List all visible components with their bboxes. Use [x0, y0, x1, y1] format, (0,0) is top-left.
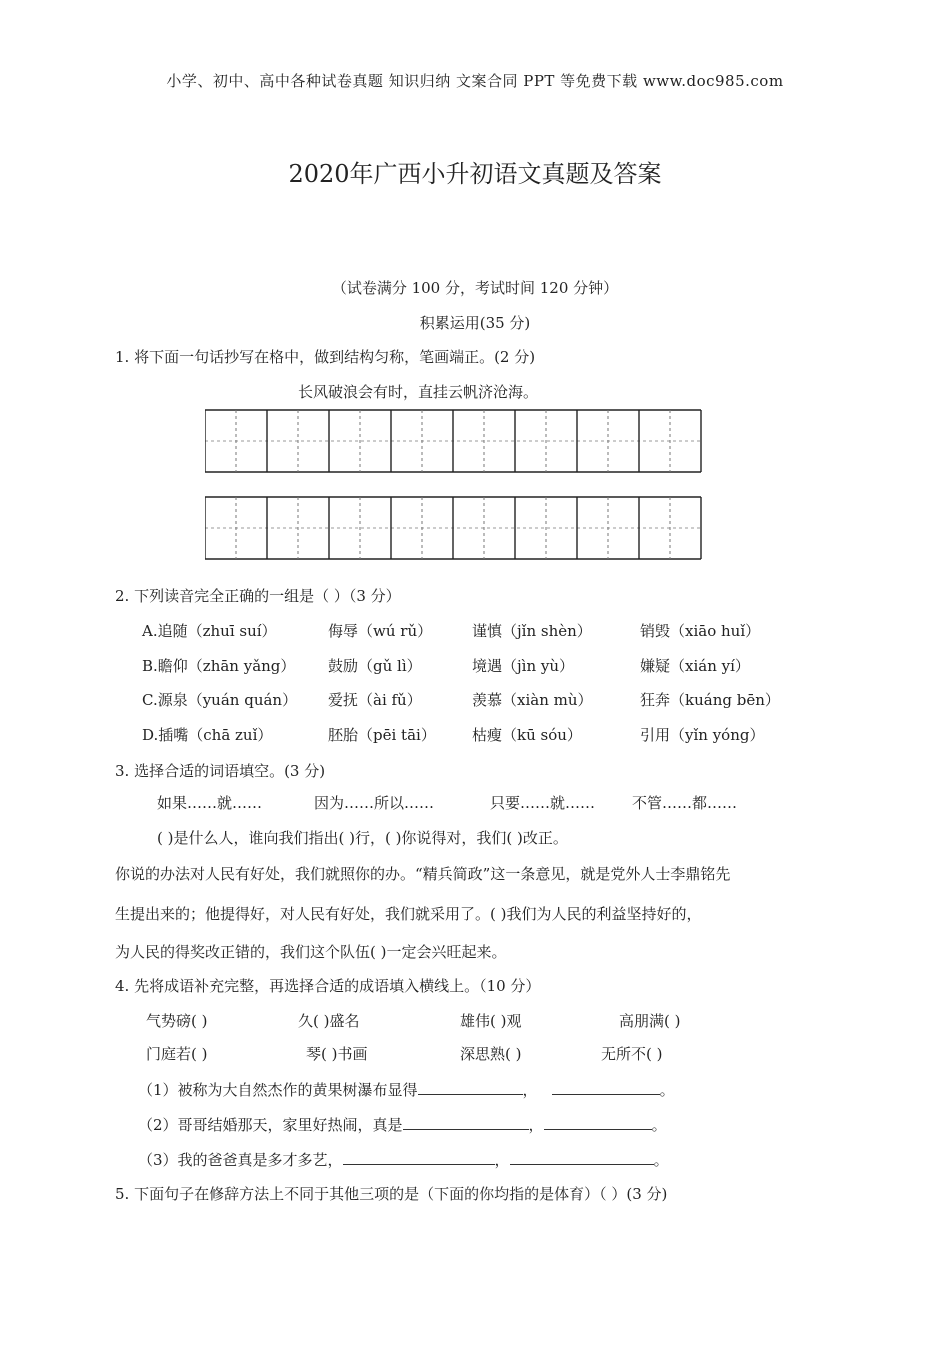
- pinyin-option: 侮辱（wú rǔ）: [328, 622, 433, 640]
- answer-blank[interactable]: [403, 1115, 529, 1130]
- q3-option: 如果……就……: [157, 794, 263, 812]
- q3-paragraph-line: 你说的办法对人民有好处，我们就照你的办。“精兵简政”这一条意见，就是党外人士李鼎铭先: [115, 865, 731, 883]
- q3-option: 因为……所以……: [314, 794, 435, 812]
- answer-blank[interactable]: [552, 1080, 660, 1095]
- q3-option: 不管……都……: [632, 794, 738, 812]
- exam-info: （试卷满分 100 分，考试时间 120 分钟）: [331, 279, 619, 297]
- site-header: 小学、初中、高中各种试卷真题 知识归纳 文案合同 PPT 等免费下载 www.doc985.com: [166, 72, 784, 90]
- fill-sentence-text: （3）我的爸爸真是多才多艺，: [138, 1151, 343, 1169]
- period: 。: [653, 1151, 669, 1169]
- pinyin-option: 鼓励（gǔ lì）: [328, 657, 422, 675]
- answer-blank[interactable]: [343, 1150, 495, 1165]
- comma: ，: [522, 1081, 538, 1099]
- section-heading: 积累运用(35 分): [419, 314, 531, 332]
- pinyin-option: 羡慕（xiàn mù）: [472, 691, 593, 709]
- comma: ，: [528, 1116, 544, 1134]
- idiom-item: 琴( )书画: [306, 1045, 368, 1063]
- pinyin-option: A.追随（zhuī suí）: [142, 622, 277, 640]
- idiom-item: 气势磅( ): [146, 1012, 208, 1030]
- pinyin-option: B.瞻仰（zhān yǎng）: [142, 657, 296, 675]
- pinyin-option: 爱抚（ài fǔ）: [328, 691, 422, 709]
- q3-paragraph-line: 为人民的得奖改正错的，我们这个队伍( )一定会兴旺起来。: [115, 943, 507, 961]
- writing-grid[interactable]: [205, 408, 710, 561]
- pinyin-option: 狂奔（kuáng bēn）: [640, 691, 780, 709]
- idiom-item: 深思熟( ): [460, 1045, 522, 1063]
- pinyin-option: 嫌疑（xián yí）: [640, 657, 750, 675]
- pinyin-option: 胚胎（pēi tāi）: [328, 726, 436, 744]
- fill-sentence-text: （2）哥哥结婚那天，家里好热闹，真是: [138, 1116, 403, 1134]
- q4-stem: 4. 先将成语补充完整，再选择合适的成语填入横线上。（10 分）: [115, 977, 541, 995]
- fill-sentence-text: （1）被称为大自然杰作的黄果树瀑布显得: [138, 1081, 418, 1099]
- answer-blank[interactable]: [418, 1080, 523, 1095]
- pinyin-option: 枯瘦（kū sóu）: [472, 726, 582, 744]
- q3-stem: 3. 选择合适的词语填空。(3 分): [115, 762, 326, 780]
- idiom-item: 门庭若( ): [146, 1045, 208, 1063]
- period: 。: [651, 1116, 667, 1134]
- fill-sentence-3: [138, 1149, 669, 1170]
- q5-stem: 5. 下面句子在修辞方法上不同于其他三项的是（下面的你均指的是体育）（ ）(3 分): [115, 1185, 668, 1203]
- answer-blank[interactable]: [510, 1150, 654, 1165]
- q3-paragraph-line: ( )是什么人，谁向我们指出( )行，( )你说得对，我们( )改正。: [157, 829, 568, 847]
- idiom-item: 无所不( ): [601, 1045, 663, 1063]
- q1-stem: 1. 将下面一句话抄写在格中，做到结构匀称，笔画端正。(2 分): [115, 348, 536, 366]
- pinyin-option: 销毁（xiāo huǐ）: [640, 622, 761, 640]
- answer-blank[interactable]: [544, 1115, 652, 1130]
- pinyin-option: D.插嘴（chā zuǐ）: [142, 726, 273, 744]
- pinyin-option: C.源泉（yuán quán）: [142, 691, 298, 709]
- period: 。: [659, 1081, 675, 1099]
- idiom-item: 久( )盛名: [298, 1012, 360, 1030]
- fill-sentence-2: [138, 1114, 667, 1135]
- idiom-item: 雄伟( )观: [460, 1012, 522, 1030]
- pinyin-option: 境遇（jìn yù）: [472, 657, 575, 675]
- q1-sentence: 长风破浪会有时，直挂云帆济沧海。: [298, 383, 539, 401]
- idiom-item: 高朋满( ): [619, 1012, 681, 1030]
- pinyin-option: 谨慎（jǐn shèn）: [472, 622, 592, 640]
- fill-sentence-1: [138, 1079, 675, 1100]
- page-title: 2020年广西小升初语文真题及答案: [288, 160, 662, 188]
- q2-stem: 2. 下列读音完全正确的一组是（ ）（3 分）: [115, 587, 401, 605]
- q3-option: 只要……就……: [490, 794, 596, 812]
- q3-paragraph-line: 生提出来的；他提得好，对人民有好处，我们就采用了。( )我们为人民的利益坚持好的，: [115, 905, 702, 923]
- comma: ，: [494, 1151, 510, 1169]
- pinyin-option: 引用（yǐn yóng）: [640, 726, 765, 744]
